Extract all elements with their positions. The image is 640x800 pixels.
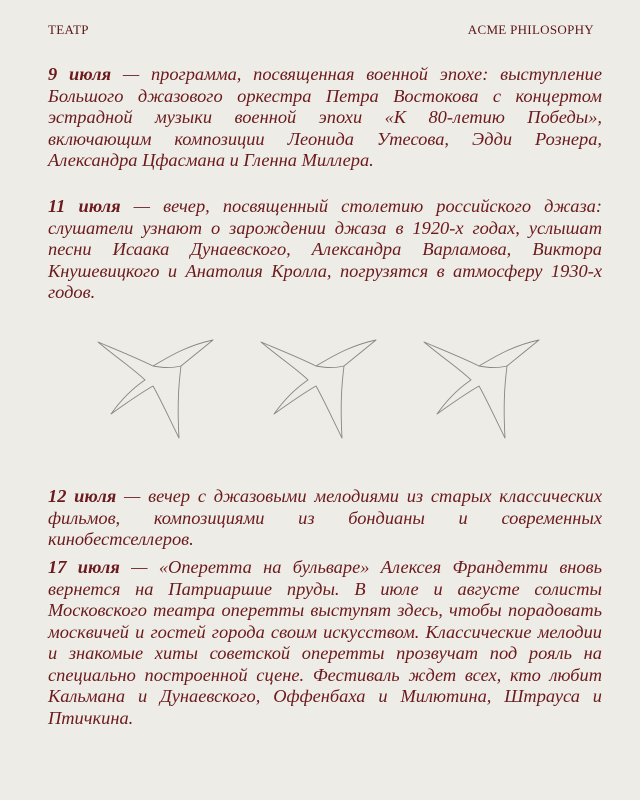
swallow-icon bbox=[95, 322, 220, 447]
brand-label: ACME PHILOSOPHY bbox=[467, 22, 594, 37]
swallow-icon bbox=[258, 322, 383, 447]
header bbox=[48, 22, 594, 38]
swallow-decoration bbox=[95, 322, 545, 452]
event-paragraph bbox=[48, 196, 602, 304]
event-paragraph bbox=[48, 557, 602, 729]
event-date: 9 июля bbox=[48, 64, 112, 84]
event-description: — вечер с джазовыми мелодиями из старых классических фильмов, композициями из бондианы и современных кинобестселлеров. bbox=[48, 486, 602, 549]
swallow-icon bbox=[421, 322, 546, 447]
event-date: 11 июля bbox=[48, 196, 121, 216]
event-description: — вечер, посвященный столетию российского джаза: слушатели узнают о зарождении джаза в 1920-х годах, услышат песни Исаака Дунаевского, Александра Варламова, Виктора Кнушевицкого и Анатолия Кролла, погрузятся в атмосферу 1930-х годов. bbox=[48, 196, 602, 302]
section-label: ТЕАТР bbox=[48, 22, 89, 37]
event-description: — программа, посвященная военной эпохе: выступление Большого джазового оркестра Петра Востокова с концертом эстрадной музыки военной эпохи «К 80-летию Победы», включающим композиции Леонида Утесова, Эдди Рознера, Александра Цфасмана и Гленна Миллера. bbox=[48, 64, 602, 170]
event-paragraph bbox=[48, 486, 602, 551]
event-date: 12 июля bbox=[48, 486, 117, 506]
event-paragraph bbox=[48, 64, 602, 172]
event-description: — «Оперетта на бульваре» Алексея Франдетти вновь вернется на Патриаршие пруды. В июле и августе солисты Московского театра оперетты выступят здесь, чтобы порадовать москвичей и гостей города своим искусством. Классические мелодии и знакомые хиты советской оперетты прозвучат под рояль на специально построенной сцене. Фестиваль ждет всех, кто любит Кальмана и Дунаевского, Оффенбаха и Милютина, Штрауса и Птичкина. bbox=[48, 557, 602, 728]
event-date: 17 июля bbox=[48, 557, 120, 577]
